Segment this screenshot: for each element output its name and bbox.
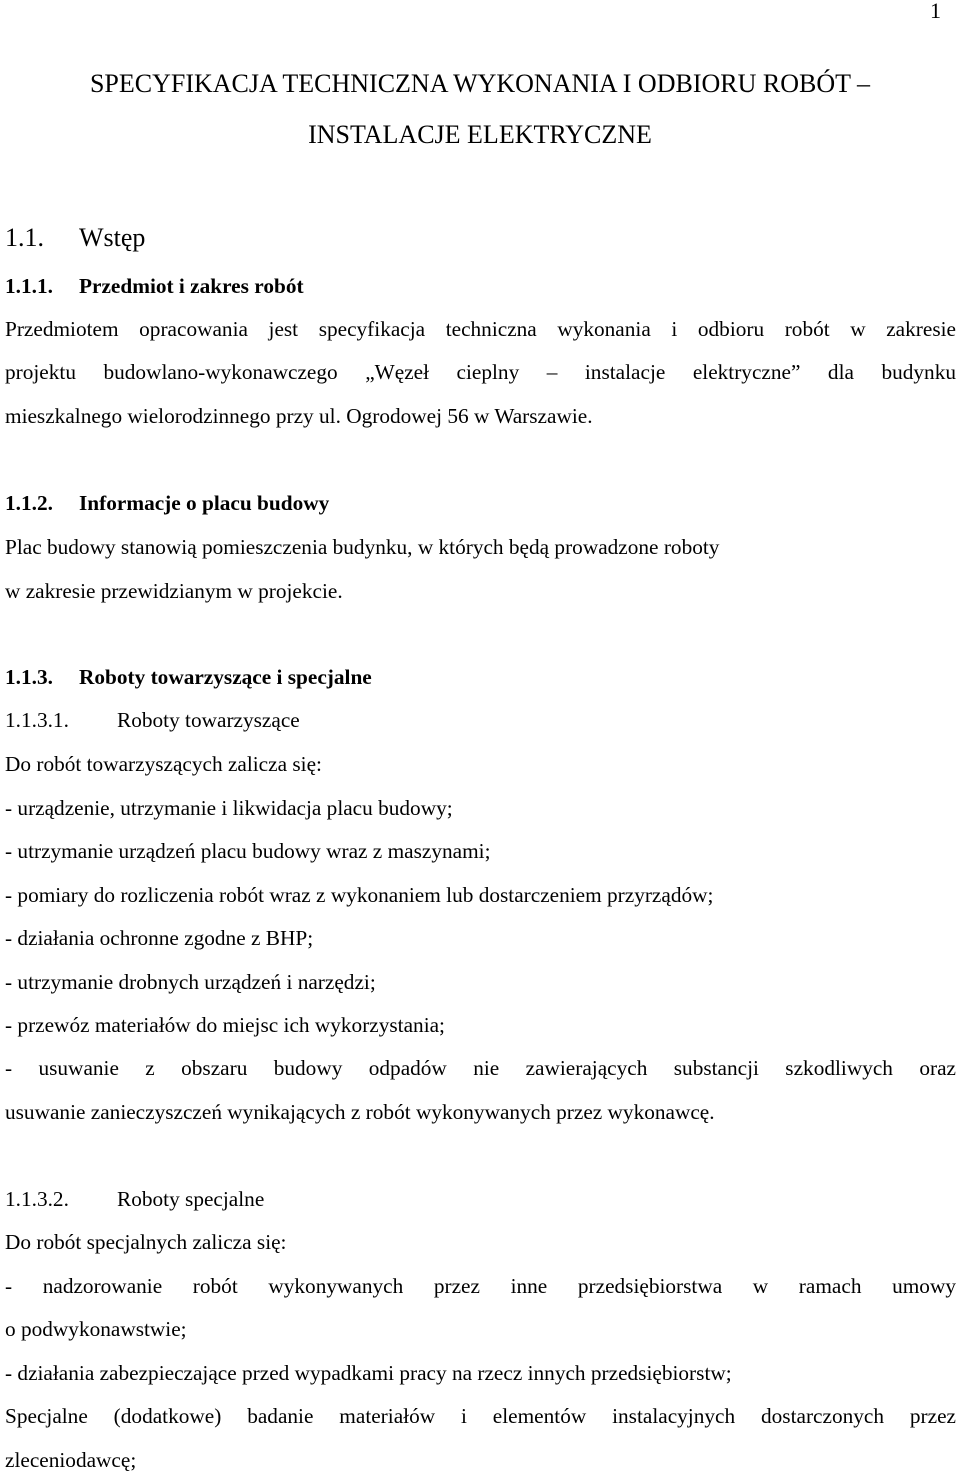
section-heading-1-1-2 [5,490,329,516]
section-title: Roboty towarzyszące [117,708,300,732]
paragraph-line: Specjalne (dodatkowe) badanie materiałów i elementów instalacyjnych dostarczonych przez [5,1404,956,1428]
paragraph-line: zleceniodawcę; [5,1448,137,1472]
section-number: 1.1. [5,223,44,252]
section-title: Roboty towarzyszące i specjalne [79,665,372,689]
list-item: usuwanie zanieczyszczeń wynikających z robót wykonywanych przez wykonawcę. [5,1100,715,1124]
section-title: Informacje o placu budowy [79,491,330,515]
section-heading-1-1 [5,222,145,254]
section-heading-1-1-1 [5,273,304,299]
list-item: - przewóz materiałów do miejsc ich wykorzystania; [5,1013,445,1037]
list-item: - pomiary do rozliczenia robót wraz z wykonaniem lub dostarczeniem przyrządów; [5,883,714,907]
document-title-line-2: INSTALACJE ELEKTRYCZNE [308,120,652,149]
page-number: 1 [930,0,941,23]
paragraph-line: Do robót specjalnych zalicza się: [5,1230,287,1254]
section-number: 1.1.3. [5,665,53,689]
section-title: Roboty specjalne [117,1187,265,1211]
section-heading-1-1-3-1 [5,707,300,733]
section-number: 1.1.3.2. [5,1187,69,1211]
paragraph-line: projektu budowlano-wykonawczego „Węzeł cieplny – instalacje elektryczne” dla budynku [5,360,956,384]
paragraph-line: Plac budowy stanowią pomieszczenia budynku, w których będą prowadzone roboty [5,535,720,559]
document-title-line-1: SPECYFIKACJA TECHNICZNA WYKONANIA I ODBIORU ROBÓT – [89,69,871,98]
list-item: - urządzenie, utrzymanie i likwidacja placu budowy; [5,796,453,820]
list-item: o podwykonawstwie; [5,1317,187,1341]
list-item: - działania ochronne zgodne z BHP; [5,926,314,950]
section-number: 1.1.2. [5,491,53,515]
list-item: - usuwanie z obszaru budowy odpadów nie zawierających substancji szkodliwych oraz [5,1056,956,1080]
list-item: - utrzymanie urządzeń placu budowy wraz z maszynami; [5,839,491,863]
section-number: 1.1.3.1. [5,708,69,732]
list-item: - nadzorowanie robót wykonywanych przez inne przedsiębiorstwa w ramach umowy [5,1274,956,1298]
section-heading-1-1-3 [5,664,372,690]
paragraph-line: mieszkalnego wielorodzinnego przy ul. Ogrodowej 56 w Warszawie. [5,404,593,428]
section-heading-1-1-3-2 [5,1186,264,1212]
paragraph-line: w zakresie przewidzianym w projekcie. [5,579,343,603]
section-number: 1.1.1. [5,274,53,298]
section-title: Przedmiot i zakres robót [79,274,304,298]
section-title: Wstęp [79,223,146,252]
list-item: - utrzymanie drobnych urządzeń i narzędzi; [5,970,376,994]
paragraph-line: Do robót towarzyszących zalicza się: [5,752,322,776]
list-item: - działania zabezpieczające przed wypadkami pracy na rzecz innych przedsiębiorstw; [5,1361,732,1385]
paragraph-line: Przedmiotem opracowania jest specyfikacja techniczna wykonania i odbioru robót w zakresie [5,317,956,341]
